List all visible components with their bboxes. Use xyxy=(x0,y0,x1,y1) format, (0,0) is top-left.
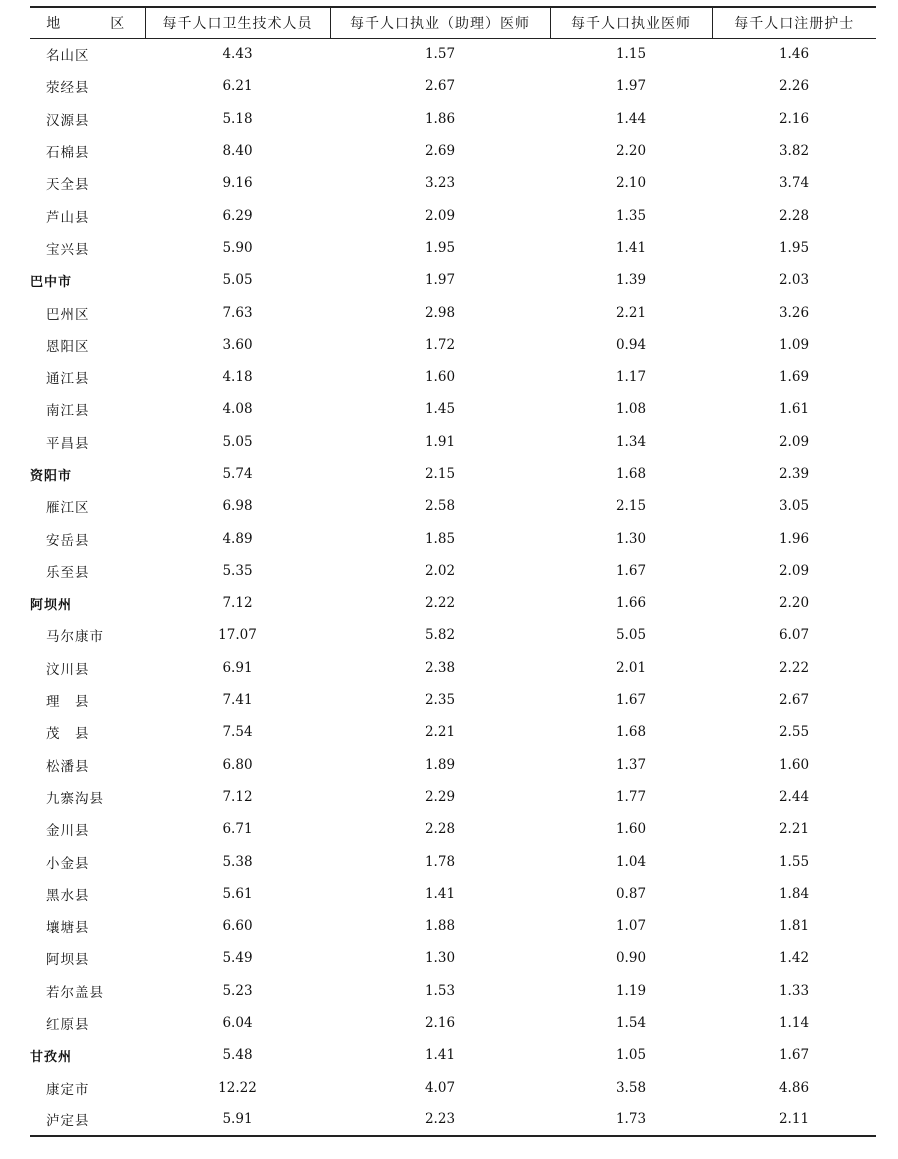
health-tech-staff-cell: 4.18 xyxy=(222,369,253,386)
licensed-assistant-physicians-cell: 1.85 xyxy=(424,530,456,547)
licensed-assistant-physicians-cell: 1.41 xyxy=(424,1047,456,1064)
health-tech-staff-cell: 6.91 xyxy=(222,659,253,676)
registered-nurses-cell: 1.61 xyxy=(778,401,810,418)
licensed-assistant-physicians-cell: 1.91 xyxy=(424,433,456,450)
table-row xyxy=(30,845,876,877)
health-tech-staff-cell: 6.80 xyxy=(222,756,253,773)
registered-nurses-cell: 1.55 xyxy=(778,853,810,870)
licensed-assistant-physicians-cell: 2.38 xyxy=(424,659,456,676)
table-header xyxy=(30,7,876,38)
table-row xyxy=(30,522,876,554)
table-row xyxy=(30,781,876,813)
health-tech-staff-cell: 7.12 xyxy=(222,595,253,612)
region-name-cell: 资阳市 xyxy=(30,468,73,484)
region-name-cell: 金川县 xyxy=(46,823,90,840)
licensed-physicians-cell: 1.19 xyxy=(615,982,647,999)
region-name-cell: 九寨沟县 xyxy=(46,790,104,807)
region-name-cell: 芦山县 xyxy=(46,209,90,226)
table-row xyxy=(30,70,876,102)
registered-nurses-cell: 2.28 xyxy=(778,207,810,224)
health-tech-staff-cell: 6.71 xyxy=(222,821,253,838)
licensed-assistant-physicians-cell: 1.95 xyxy=(424,239,456,256)
licensed-assistant-physicians-cell: 1.53 xyxy=(424,982,456,999)
region-name-cell: 荥经县 xyxy=(46,80,90,97)
licensed-physicians-cell: 1.73 xyxy=(550,1104,712,1136)
table-row-prefecture xyxy=(30,264,876,296)
table-row xyxy=(30,878,876,910)
licensed-assistant-physicians-cell: 2.16 xyxy=(424,1015,456,1032)
licensed-physicians-cell: 0.94 xyxy=(615,336,647,353)
licensed-physicians-cell: 1.30 xyxy=(615,530,647,547)
licensed-physicians-cell: 2.15 xyxy=(615,498,647,515)
table-row-prefecture xyxy=(30,458,876,490)
health-tech-staff-cell: 4.08 xyxy=(222,401,253,418)
licensed-assistant-physicians-cell: 1.72 xyxy=(424,336,456,353)
table-row xyxy=(30,813,876,845)
licensed-physicians-cell: 1.17 xyxy=(615,369,647,386)
registered-nurses-cell: 2.26 xyxy=(778,78,810,95)
region-name-cell: 安岳县 xyxy=(46,532,90,549)
health-tech-staff-cell: 5.05 xyxy=(222,433,253,450)
statistics-table-container xyxy=(30,6,876,1137)
table-row xyxy=(30,199,876,231)
table-row xyxy=(30,716,876,748)
region-name-cell: 汉源县 xyxy=(46,112,90,129)
licensed-physicians-cell: 1.34 xyxy=(615,433,647,450)
registered-nurses-cell: 3.82 xyxy=(778,143,810,160)
registered-nurses-cell: 3.26 xyxy=(778,304,810,321)
licensed-physicians-cell: 2.10 xyxy=(615,175,647,192)
registered-nurses-cell: 1.81 xyxy=(778,918,810,935)
licensed-assistant-physicians-cell: 2.22 xyxy=(424,595,456,612)
region-name-cell: 理 县 xyxy=(46,694,90,711)
region-name-cell: 茂 县 xyxy=(46,726,90,743)
licensed-assistant-physicians-cell: 1.30 xyxy=(424,950,456,967)
region-name-cell: 巴中市 xyxy=(30,274,73,290)
health-tech-staff-cell: 4.89 xyxy=(222,530,253,547)
health-tech-staff-cell: 6.98 xyxy=(222,498,253,515)
registered-nurses-cell: 2.67 xyxy=(778,692,810,709)
registered-nurses-cell: 1.46 xyxy=(778,46,810,63)
registered-nurses-cell: 1.96 xyxy=(778,530,810,547)
licensed-assistant-physicians-cell: 1.97 xyxy=(424,272,456,289)
table-row-prefecture xyxy=(30,587,876,619)
region-name-cell: 石棉县 xyxy=(46,145,90,162)
table-row xyxy=(30,38,876,70)
region-name-cell: 泸定县 xyxy=(30,1104,145,1136)
licensed-assistant-physicians-cell: 2.29 xyxy=(424,788,456,805)
licensed-physicians-cell: 1.66 xyxy=(615,595,647,612)
licensed-physicians-cell: 1.04 xyxy=(615,853,647,870)
header-health-tech-staff: 每千人口卫生技术人员 xyxy=(145,7,330,38)
licensed-assistant-physicians-cell: 1.60 xyxy=(424,369,456,386)
licensed-assistant-physicians-cell: 1.89 xyxy=(424,756,456,773)
licensed-physicians-cell: 0.87 xyxy=(615,885,647,902)
licensed-assistant-physicians-cell: 5.82 xyxy=(424,627,456,644)
licensed-physicians-cell: 0.90 xyxy=(615,950,647,967)
health-tech-staff-cell: 6.04 xyxy=(222,1015,253,1032)
table-row xyxy=(30,296,876,328)
licensed-assistant-physicians-cell: 2.23 xyxy=(330,1104,550,1136)
table-row xyxy=(30,555,876,587)
licensed-assistant-physicians-cell: 1.86 xyxy=(424,110,456,127)
health-tech-staff-cell: 4.43 xyxy=(222,46,253,63)
table-row xyxy=(30,1007,876,1039)
licensed-assistant-physicians-cell: 4.07 xyxy=(424,1079,456,1096)
region-name-cell: 若尔盖县 xyxy=(46,984,104,1001)
table-row xyxy=(30,975,876,1007)
region-name-cell: 康定市 xyxy=(46,1081,90,1098)
table-row xyxy=(30,135,876,167)
registered-nurses-cell: 1.69 xyxy=(778,369,810,386)
registered-nurses-cell: 1.09 xyxy=(778,336,810,353)
registered-nurses-cell: 2.09 xyxy=(778,562,810,579)
health-tech-staff-cell: 5.35 xyxy=(222,562,253,579)
licensed-physicians-cell: 2.20 xyxy=(615,143,647,160)
health-tech-staff-cell: 5.05 xyxy=(222,272,253,289)
region-name-cell: 平昌县 xyxy=(46,435,90,452)
registered-nurses-cell: 1.84 xyxy=(778,885,810,902)
table-row xyxy=(30,1104,876,1136)
health-tech-staff-cell: 7.63 xyxy=(222,304,253,321)
health-tech-staff-cell: 5.90 xyxy=(222,239,253,256)
table-row xyxy=(30,942,876,974)
table-row xyxy=(30,361,876,393)
health-tech-staff-cell: 5.18 xyxy=(222,110,253,127)
health-tech-staff-cell: 6.29 xyxy=(222,207,253,224)
table-body xyxy=(30,38,876,1136)
table-row-prefecture xyxy=(30,1039,876,1071)
licensed-physicians-cell: 1.44 xyxy=(615,110,647,127)
licensed-physicians-cell: 5.05 xyxy=(615,627,647,644)
health-tech-staff-cell: 5.74 xyxy=(222,466,253,482)
licensed-physicians-cell: 1.68 xyxy=(615,724,647,741)
licensed-physicians-cell: 2.21 xyxy=(615,304,647,321)
health-tech-staff-cell: 8.40 xyxy=(222,143,253,160)
region-name-cell: 乐至县 xyxy=(46,564,90,581)
licensed-assistant-physicians-cell: 2.98 xyxy=(424,304,456,321)
health-tech-staff-cell: 9.16 xyxy=(222,175,253,192)
licensed-physicians-cell: 1.15 xyxy=(615,46,647,63)
registered-nurses-cell: 2.03 xyxy=(778,272,810,289)
table-row xyxy=(30,393,876,425)
licensed-physicians-cell: 1.60 xyxy=(615,821,647,838)
registered-nurses-cell: 2.21 xyxy=(778,821,810,838)
registered-nurses-cell: 1.60 xyxy=(778,756,810,773)
table-row xyxy=(30,619,876,651)
table-row xyxy=(30,167,876,199)
registered-nurses-cell: 2.16 xyxy=(778,110,810,127)
region-name-cell: 天全县 xyxy=(46,177,90,194)
licensed-assistant-physicians-cell: 2.09 xyxy=(424,207,456,224)
licensed-physicians-cell: 1.41 xyxy=(615,239,647,256)
licensed-assistant-physicians-cell: 2.58 xyxy=(424,498,456,515)
region-name-cell: 巴州区 xyxy=(46,306,90,323)
region-name-cell: 松潘县 xyxy=(46,758,90,775)
licensed-physicians-cell: 1.54 xyxy=(615,1015,647,1032)
licensed-assistant-physicians-cell: 1.88 xyxy=(424,918,456,935)
health-tech-staff-cell: 5.23 xyxy=(222,982,253,999)
registered-nurses-cell: 2.44 xyxy=(778,788,810,805)
licensed-physicians-cell: 1.39 xyxy=(615,272,647,289)
registered-nurses-cell: 2.11 xyxy=(712,1104,876,1136)
licensed-assistant-physicians-cell: 2.15 xyxy=(424,466,456,482)
licensed-assistant-physicians-cell: 3.23 xyxy=(424,175,456,192)
region-name-cell: 红原县 xyxy=(46,1017,90,1034)
registered-nurses-cell: 1.95 xyxy=(778,239,810,256)
header-licensed-assistant-physicians: 每千人口执业（助理）医师 xyxy=(330,7,550,38)
region-name-cell: 雁江区 xyxy=(46,500,90,517)
licensed-assistant-physicians-cell: 2.02 xyxy=(424,562,456,579)
table-row xyxy=(30,910,876,942)
region-name-cell: 名山区 xyxy=(46,48,90,65)
registered-nurses-cell: 3.05 xyxy=(778,498,810,515)
licensed-physicians-cell: 1.35 xyxy=(615,207,647,224)
table-row xyxy=(30,103,876,135)
licensed-assistant-physicians-cell: 2.28 xyxy=(424,821,456,838)
licensed-assistant-physicians-cell: 1.41 xyxy=(424,885,456,902)
health-tech-staff-cell: 5.91 xyxy=(145,1104,330,1136)
header-region: 地 区 xyxy=(30,7,145,38)
table-row xyxy=(30,1072,876,1104)
region-name-cell: 壤塘县 xyxy=(46,920,90,937)
table-row xyxy=(30,426,876,458)
health-tech-staff-cell: 12.22 xyxy=(218,1079,257,1096)
licensed-assistant-physicians-cell: 2.35 xyxy=(424,692,456,709)
header-row xyxy=(30,7,876,38)
registered-nurses-cell: 2.20 xyxy=(778,595,810,612)
region-name-cell: 汶川县 xyxy=(46,661,90,678)
health-tech-staff-cell: 5.49 xyxy=(222,950,253,967)
header-licensed-physicians: 每千人口执业医师 xyxy=(550,7,712,38)
licensed-assistant-physicians-cell: 1.57 xyxy=(424,46,456,63)
table-row xyxy=(30,329,876,361)
registered-nurses-cell: 2.09 xyxy=(778,433,810,450)
region-name-cell: 小金县 xyxy=(46,855,90,872)
region-name-cell: 马尔康市 xyxy=(46,629,104,646)
table-row xyxy=(30,684,876,716)
health-tech-staff-cell: 5.48 xyxy=(222,1047,253,1064)
table-row xyxy=(30,490,876,522)
licensed-physicians-cell: 1.97 xyxy=(615,78,647,95)
registered-nurses-cell: 1.14 xyxy=(778,1015,810,1032)
health-tech-staff-cell: 17.07 xyxy=(218,627,257,644)
health-personnel-table xyxy=(30,6,876,1137)
region-name-cell: 南江县 xyxy=(46,403,90,420)
registered-nurses-cell: 1.67 xyxy=(778,1047,810,1064)
licensed-physicians-cell: 1.37 xyxy=(615,756,647,773)
region-name-cell: 阿坝县 xyxy=(46,952,90,969)
region-name-cell: 阿坝州 xyxy=(30,597,73,613)
registered-nurses-cell: 4.86 xyxy=(778,1079,810,1096)
region-name-cell: 恩阳区 xyxy=(46,338,90,355)
licensed-physicians-cell: 1.07 xyxy=(615,918,647,935)
licensed-assistant-physicians-cell: 1.45 xyxy=(424,401,456,418)
table-row xyxy=(30,749,876,781)
licensed-assistant-physicians-cell: 2.67 xyxy=(424,78,456,95)
licensed-assistant-physicians-cell: 2.69 xyxy=(424,143,456,160)
licensed-physicians-cell: 1.08 xyxy=(615,401,647,418)
licensed-physicians-cell: 1.77 xyxy=(615,788,647,805)
health-tech-staff-cell: 5.61 xyxy=(222,885,253,902)
licensed-physicians-cell: 3.58 xyxy=(615,1079,647,1096)
health-tech-staff-cell: 6.21 xyxy=(222,78,253,95)
registered-nurses-cell: 2.55 xyxy=(778,724,810,741)
licensed-assistant-physicians-cell: 1.78 xyxy=(424,853,456,870)
region-name-cell: 宝兴县 xyxy=(46,241,90,258)
licensed-physicians-cell: 1.68 xyxy=(615,466,647,482)
health-tech-staff-cell: 6.60 xyxy=(222,918,253,935)
registered-nurses-cell: 3.74 xyxy=(778,175,810,192)
registered-nurses-cell: 6.07 xyxy=(778,627,810,644)
registered-nurses-cell: 1.42 xyxy=(778,950,810,967)
header-registered-nurses: 每千人口注册护士 xyxy=(712,7,876,38)
region-name-cell: 黑水县 xyxy=(46,887,90,904)
licensed-physicians-cell: 1.67 xyxy=(615,562,647,579)
registered-nurses-cell: 2.39 xyxy=(778,466,810,482)
region-name-cell: 甘孜州 xyxy=(30,1049,73,1065)
table-row xyxy=(30,232,876,264)
registered-nurses-cell: 1.33 xyxy=(778,982,810,999)
table-row xyxy=(30,652,876,684)
health-tech-staff-cell: 5.38 xyxy=(222,853,253,870)
health-tech-staff-cell: 7.54 xyxy=(222,724,253,741)
region-name-cell: 通江县 xyxy=(46,371,90,388)
licensed-assistant-physicians-cell: 2.21 xyxy=(424,724,456,741)
registered-nurses-cell: 2.22 xyxy=(778,659,810,676)
health-tech-staff-cell: 7.41 xyxy=(222,692,253,709)
health-tech-staff-cell: 3.60 xyxy=(222,336,253,353)
health-tech-staff-cell: 7.12 xyxy=(222,788,253,805)
licensed-physicians-cell: 2.01 xyxy=(615,659,647,676)
licensed-physicians-cell: 1.05 xyxy=(615,1047,647,1064)
licensed-physicians-cell: 1.67 xyxy=(615,692,647,709)
